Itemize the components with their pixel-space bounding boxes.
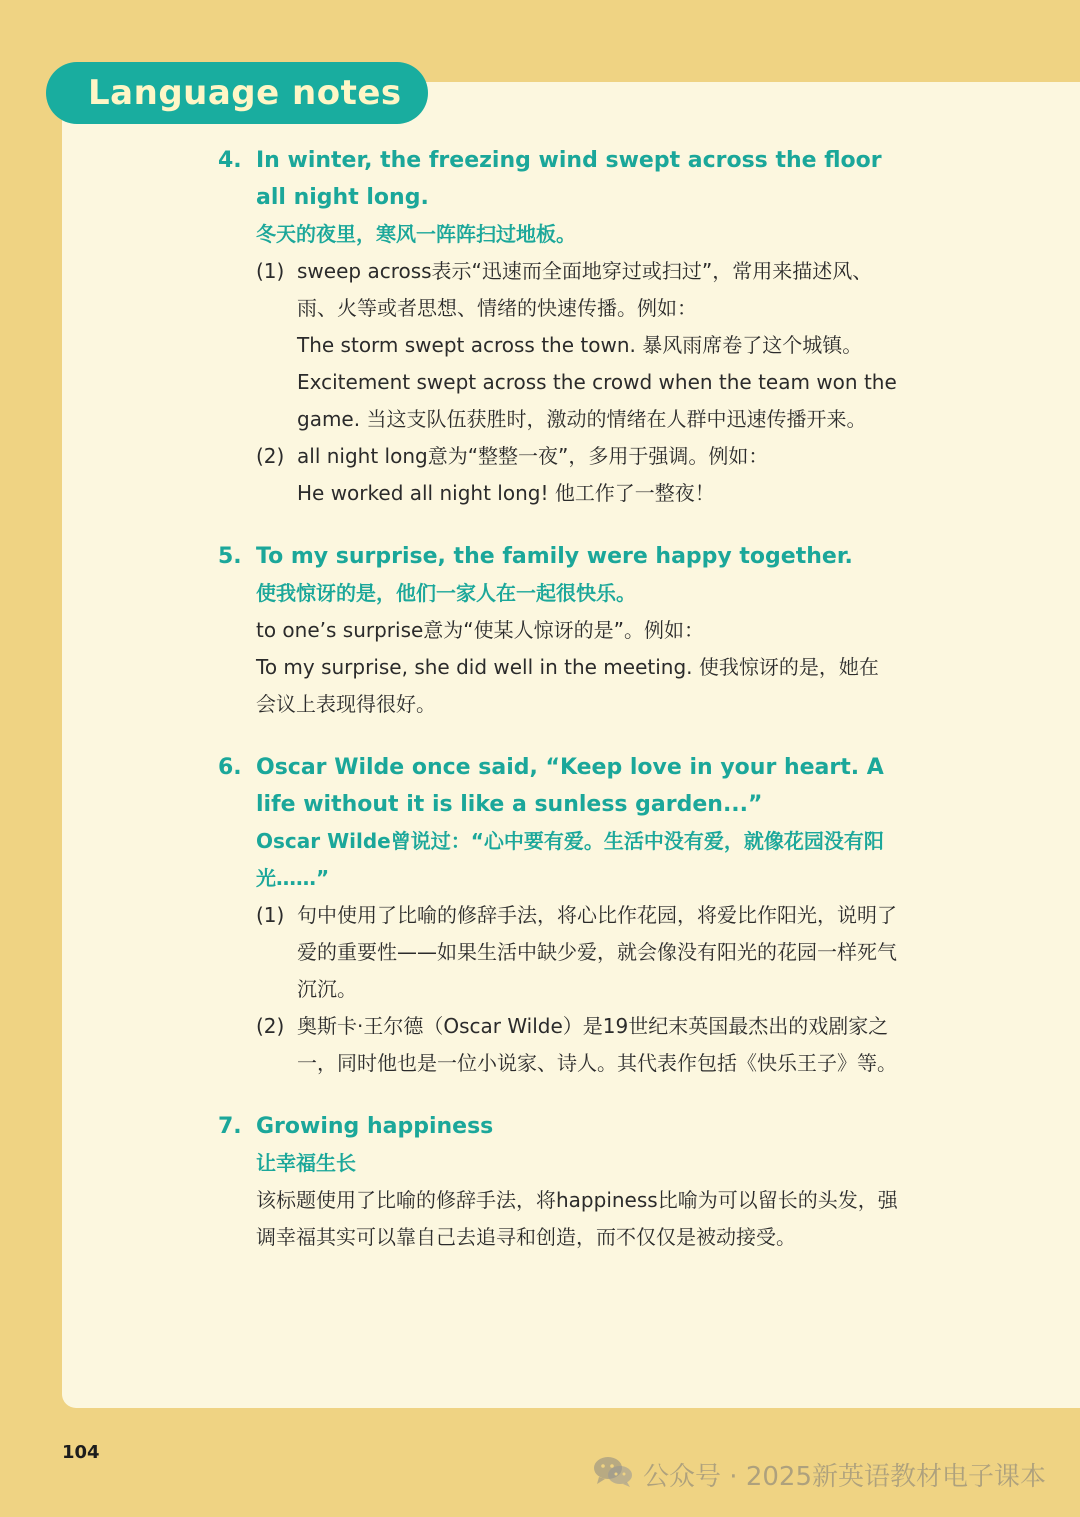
watermark-text: 公众号 · 2025新英语教材电子课本 xyxy=(643,1462,1046,1492)
note-number: 5. xyxy=(218,544,242,569)
sub-note-text: all night long意为“整整一夜”，多用于强调。例如： xyxy=(297,444,769,468)
sub-note-text: 句中使用了比喻的修辞手法，将心比作花园，将爱比作阳光，说明了爱的重要性——如果生活中缺少爱，就会像没有阳光的花园一样死气沉沉。 xyxy=(297,903,897,1001)
wechat-icon xyxy=(593,1454,633,1495)
section-title: Language notes xyxy=(88,73,402,113)
sub-note xyxy=(256,438,898,512)
note-explanation: to one’s surprise意为“使某人惊讶的是”。例如： xyxy=(256,618,705,642)
note-number: 6. xyxy=(218,755,242,780)
sub-note xyxy=(256,1008,898,1082)
example-sentence: Excitement swept across the crowd when the team won the game. 当这支队伍获胜时，激动的情绪在人群中迅速传播开来。 xyxy=(297,370,897,431)
sub-note-label: (1) xyxy=(256,259,285,283)
note-sentence-en: Growing happiness xyxy=(256,1114,494,1139)
note-sentence-en: Oscar Wilde once said, “Keep love in your heart. A life without it is like a sunless garden...” xyxy=(256,755,884,817)
note-translation-cn: 冬天的夜里，寒风一阵阵扫过地板。 xyxy=(256,222,576,246)
example-sentence: To my surprise, she did well in the meeting. 使我惊讶的是，她在会议上表现得很好。 xyxy=(256,655,879,716)
note-translation-cn: 使我惊讶的是，他们一家人在一起很快乐。 xyxy=(256,581,636,605)
example-sentence: The storm swept across the town. 暴风雨席卷了这个城镇。 xyxy=(297,333,863,357)
note-4 xyxy=(218,142,898,512)
note-translation-cn: Oscar Wilde曾说过：“心中要有爱。生活中没有爱，就像花园没有阳光……” xyxy=(256,829,884,890)
note-6 xyxy=(218,749,898,1082)
watermark xyxy=(593,1454,1046,1495)
page-number: 104 xyxy=(62,1442,100,1463)
note-translation-cn: 让幸福生长 xyxy=(256,1151,356,1175)
note-5 xyxy=(218,538,898,723)
notes-list xyxy=(218,142,898,1282)
note-sentence-en: To my surprise, the family were happy together. xyxy=(256,544,853,569)
example-sentence: He worked all night long! 他工作了一整夜！ xyxy=(297,481,715,505)
note-7 xyxy=(218,1108,898,1256)
note-explanation: 该标题使用了比喻的修辞手法，将happiness比喻为可以留长的头发，强调幸福其实可以靠自己去追寻和创造，而不仅仅是被动接受。 xyxy=(256,1188,898,1249)
note-number: 7. xyxy=(218,1114,242,1139)
sub-note xyxy=(256,897,898,1008)
sub-note-text: sweep across表示“迅速而全面地穿过或扫过”，常用来描述风、雨、火等或者思想、情绪的快速传播。例如： xyxy=(297,259,873,320)
section-header-tab xyxy=(46,62,428,124)
sub-note-label: (2) xyxy=(256,444,285,468)
sub-note-text: 奥斯卡·王尔德（Oscar Wilde）是19世纪末英国最杰出的戏剧家之一，同时他也是一位小说家、诗人。其代表作包括《快乐王子》等。 xyxy=(297,1014,897,1075)
sub-note-label: (2) xyxy=(256,1014,285,1038)
note-sentence-en: In winter, the freezing wind swept across the floor all night long. xyxy=(256,148,882,210)
sub-note-label: (1) xyxy=(256,903,285,927)
note-number: 4. xyxy=(218,148,242,173)
sub-note xyxy=(256,253,898,438)
